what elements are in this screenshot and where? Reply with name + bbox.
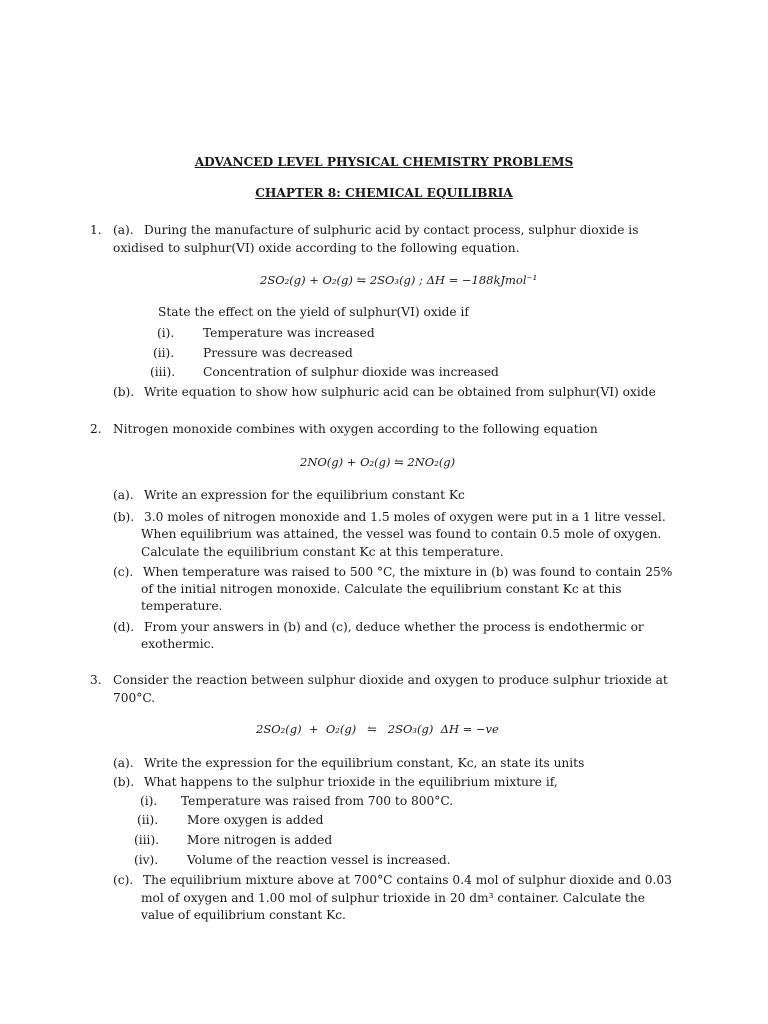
q2-c-line3: temperature.: [141, 599, 223, 613]
q1-a-label: (a).: [113, 223, 134, 237]
q1-sub-text: Pressure was decreased: [203, 346, 353, 360]
q3-sub-text: More oxygen is added: [187, 813, 324, 827]
q1-b-text: Write equation to show how sulphuric acid can be obtained from sulphur(VI) oxide: [144, 385, 656, 399]
q2-b-line3: Calculate the equilibrium constant Kc at this temperature.: [141, 545, 504, 559]
q1-equation: 2SO₂(g) + O₂(g) ⇋ 2SO₃(g) ; ΔH = −188kJmol⁻¹: [260, 273, 538, 287]
q3-sub-label: (ii).: [137, 813, 159, 827]
q2-a-text: Write an expression for the equilibrium constant Kc: [144, 488, 465, 502]
q2-intro: Nitrogen monoxide combines with oxygen according to the following equation: [113, 422, 598, 436]
q3-b-text: What happens to the sulphur trioxide in the equilibrium mixture if,: [144, 775, 558, 789]
q3-sub-label: (iv).: [134, 853, 159, 867]
q1-sub-label: (iii).: [150, 365, 176, 379]
q3-sub-text: More nitrogen is added: [187, 833, 333, 847]
q3-c-label: (c).: [113, 873, 134, 887]
q2-c-line2: of the initial nitrogen monoxide. Calculate the equilibrium constant Kc at this: [141, 582, 622, 596]
q2-c-label: (c).: [113, 565, 134, 579]
q3-equation: 2SO₂(g) + O₂(g) ⇋ 2SO₃(g) ΔH = −ve: [256, 722, 499, 736]
q1-b-label: (b).: [113, 385, 135, 399]
q1-stem: State the effect on the yield of sulphur(VI) oxide if: [158, 305, 469, 319]
q3-b-label: (b).: [113, 775, 135, 789]
q1-a-line2: oxidised to sulphur(VI) oxide according to the following equation.: [113, 241, 520, 255]
q3-sub-label: (iii).: [134, 833, 160, 847]
q2-d-line2: exothermic.: [141, 637, 215, 651]
q2-d-label: (d).: [113, 620, 135, 634]
q1-sub-label: (ii).: [153, 346, 175, 360]
document-title: ADVANCED LEVEL PHYSICAL CHEMISTRY PROBLEMS: [194, 155, 574, 169]
chapter-title: CHAPTER 8: CHEMICAL EQUILIBRIA: [255, 186, 513, 200]
q1-sub-text: Concentration of sulphur dioxide was increased: [203, 365, 499, 379]
q2-c-line1: When temperature was raised to 500 °C, the mixture in (b) was found to contain 25%: [143, 565, 673, 579]
q3-sub-label: (i).: [140, 794, 158, 808]
q1-sub-text: Temperature was increased: [203, 326, 375, 340]
q3-a-label: (a).: [113, 756, 134, 770]
q2-b-line2: When equilibrium was attained, the vessel was found to contain 0.5 mole of oxygen.: [141, 527, 662, 541]
q2-equation: 2NO(g) + O₂(g) ⇋ 2NO₂(g): [300, 455, 456, 469]
q2-b-line1: 3.0 moles of nitrogen monoxide and 1.5 moles of oxygen were put in a 1 litre vessel.: [144, 510, 666, 524]
q2-number: 2.: [90, 422, 102, 436]
q1-number: 1.: [90, 223, 102, 237]
q2-b-label: (b).: [113, 510, 135, 524]
q1-a-line1: During the manufacture of sulphuric acid by contact process, sulphur dioxide is: [144, 223, 639, 237]
q3-sub-text: Temperature was raised from 700 to 800°C.: [181, 794, 454, 808]
q3-intro-line1: Consider the reaction between sulphur dioxide and oxygen to produce sulphur trioxide at: [113, 673, 668, 687]
q3-number: 3.: [90, 673, 102, 687]
q3-sub-text: Volume of the reaction vessel is increased.: [187, 853, 451, 867]
q3-c-line1: The equilibrium mixture above at 700°C contains 0.4 mol of sulphur dioxide and 0.03: [143, 873, 672, 887]
q3-intro-line2: 700°C.: [113, 691, 156, 705]
q2-d-line1: From your answers in (b) and (c), deduce whether the process is endothermic or: [144, 620, 644, 634]
q2-a-label: (a).: [113, 488, 134, 502]
q3-c-line3: value of equilibrium constant Kc.: [141, 908, 346, 922]
q1-sub-label: (i).: [157, 326, 175, 340]
q3-c-line2: mol of oxygen and 1.00 mol of sulphur trioxide in 20 dm³ container. Calculate the: [141, 891, 645, 905]
q3-a-text: Write the expression for the equilibrium constant, Kc, an state its units: [144, 756, 585, 770]
